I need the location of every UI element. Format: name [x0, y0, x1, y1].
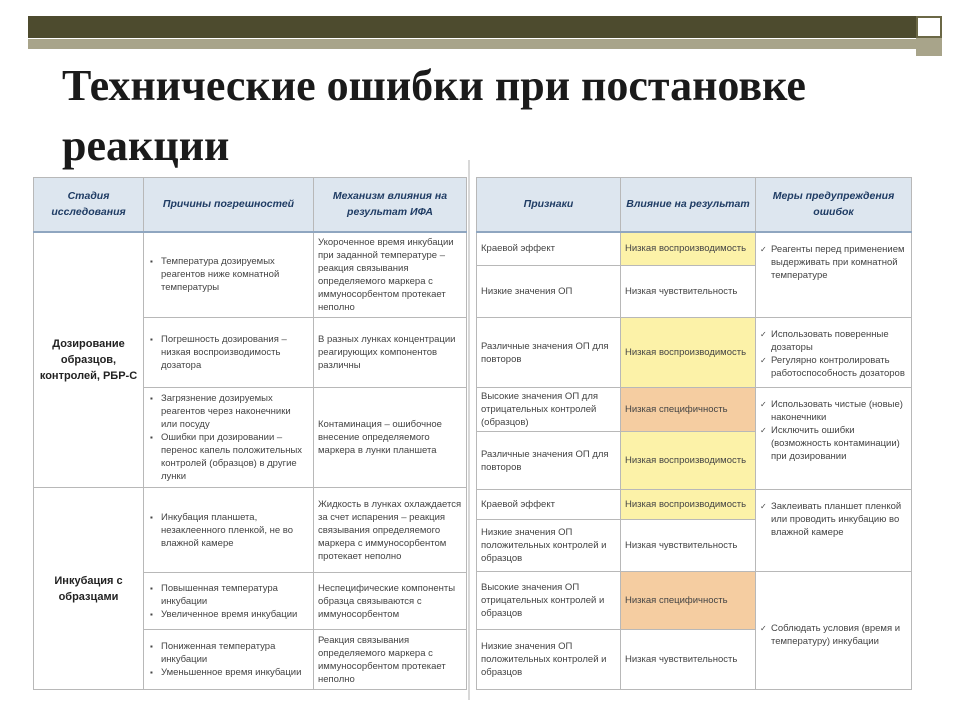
title-bar-decoration: [28, 16, 916, 38]
causes-table: [33, 177, 467, 690]
table-row: [477, 388, 912, 432]
table-row: [34, 488, 467, 573]
sign-cell: Краевой эффект: [477, 232, 621, 266]
cause-item: ▪ Уменьшенное время инкубации: [148, 666, 309, 679]
effect-cell: Низкая специфичность: [621, 388, 756, 432]
measures-cell: [756, 232, 912, 318]
measures-cell: [756, 318, 912, 388]
measure-item: ✓ Исключить ошибки (возможность контаминации) при дозировании: [760, 424, 907, 463]
cause-item: ▪ Погрешность дозирования – низкая воспроизводимость дозатора: [148, 333, 309, 372]
table-row: [34, 232, 467, 318]
table-row: [477, 490, 912, 520]
causes-cell: [144, 630, 314, 690]
mechanism-cell: Реакция связывания определяемого маркера с иммуносорбентом протекает неполно: [314, 630, 467, 690]
header-mechanism: Механизм влияния на результат ИФА: [314, 178, 467, 232]
sign-cell: Высокие значения ОП отрицательных контролей и образцов: [477, 572, 621, 630]
cause-item: ▪ Повышенная температура инкубации: [148, 582, 309, 608]
causes-cell: [144, 488, 314, 573]
sign-cell: Различные значения ОП для повторов: [477, 432, 621, 490]
measures-cell: [756, 490, 912, 572]
table-divider: [468, 160, 470, 700]
effect-cell: Низкая специфичность: [621, 572, 756, 630]
effect-cell: Низкая чувствительность: [621, 630, 756, 690]
measures-cell: [756, 388, 912, 490]
table-row: [477, 572, 912, 630]
causes-table-header-row: [34, 178, 467, 232]
measure-item: ✓ Регулярно контролировать работоспособность дозаторов: [760, 354, 907, 380]
sign-cell: Низкие значения ОП: [477, 266, 621, 318]
table-row: [477, 318, 912, 388]
effect-cell: Низкая воспроизводимость: [621, 432, 756, 490]
title-bar-underline: [28, 38, 916, 49]
cause-item: ▪ Ошибки при дозировании – перенос капель положительных контролей (образцов) в другие лунки: [148, 431, 309, 483]
signs-table-header-row: [477, 178, 912, 232]
stage-incubation: Инкубация с образцами: [34, 488, 144, 690]
stage-dosing: Дозирование образцов, контролей, РБР-С: [34, 232, 144, 488]
measure-item: ✓ Использовать поверенные дозаторы: [760, 328, 907, 354]
header-effect: Влияние на результат: [621, 178, 756, 232]
causes-cell: [144, 232, 314, 318]
corner-square-filled: [916, 38, 942, 56]
cause-item: ▪ Инкубация планшета, незаклеенного пленкой, не во влажной камере: [148, 511, 309, 550]
sign-cell: Различные значения ОП для повторов: [477, 318, 621, 388]
mechanism-cell: Укороченное время инкубации при заданной температуре – реакция связывания определяемого маркера с иммуносорбентом протекает неполно: [314, 232, 467, 318]
cause-item: ▪ Пониженная температура инкубации: [148, 640, 309, 666]
header-causes: Причины погрешностей: [144, 178, 314, 232]
effect-cell: Низкая воспроизводимость: [621, 318, 756, 388]
measure-item: ✓ Реагенты перед применением выдерживать при комнатной температуре: [760, 243, 907, 282]
causes-cell: [144, 388, 314, 488]
mechanism-cell: В разных лунках концентрации реагирующих компонентов различны: [314, 318, 467, 388]
cause-item: ▪ Увеличенное время инкубации: [148, 608, 309, 621]
measure-item: ✓ Использовать чистые (новые) наконечники: [760, 398, 907, 424]
header-signs: Признаки: [477, 178, 621, 232]
mechanism-cell: Неспецифические компоненты образца связываются с иммуносорбентом: [314, 573, 467, 630]
corner-square-outline: [916, 16, 942, 38]
header-stage: Стадия исследования: [34, 178, 144, 232]
effect-cell: Низкая воспроизводимость: [621, 232, 756, 266]
slide-title: Технические ошибки при постановке реакции: [62, 61, 806, 170]
measures-cell: [756, 572, 912, 690]
signs-table: [476, 177, 912, 690]
cause-item: ▪ Температура дозируемых реагентов ниже комнатной температуры: [148, 255, 309, 294]
sign-cell: Низкие значения ОП положительных контролей и образцов: [477, 630, 621, 690]
sign-cell: Низкие значения ОП положительных контролей и образцов: [477, 520, 621, 572]
effect-cell: Низкая воспроизводимость: [621, 490, 756, 520]
mechanism-cell: Контаминация – ошибочное внесение определяемого маркера в лунки планшета: [314, 388, 467, 488]
mechanism-cell: Жидкость в лунках охлаждается за счет испарения – реакция связывания определяемого маркера с иммуносорбентом протекает неполно: [314, 488, 467, 573]
causes-cell: [144, 573, 314, 630]
effect-cell: Низкая чувствительность: [621, 266, 756, 318]
measure-item: ✓ Заклеивать планшет пленкой или проводить инкубацию во влажной камере: [760, 500, 907, 539]
header-measures: Меры предупреждения ошибок: [756, 178, 912, 232]
sign-cell: Краевой эффект: [477, 490, 621, 520]
table-row: [477, 232, 912, 266]
cause-item: ▪ Загрязнение дозируемых реагентов через наконечники или посуду: [148, 392, 309, 431]
causes-cell: [144, 318, 314, 388]
effect-cell: Низкая чувствительность: [621, 520, 756, 572]
sign-cell: Высокие значения ОП для отрицательных контролей (образцов): [477, 388, 621, 432]
measure-item: ✓ Соблюдать условия (время и температуру) инкубации: [760, 622, 907, 648]
